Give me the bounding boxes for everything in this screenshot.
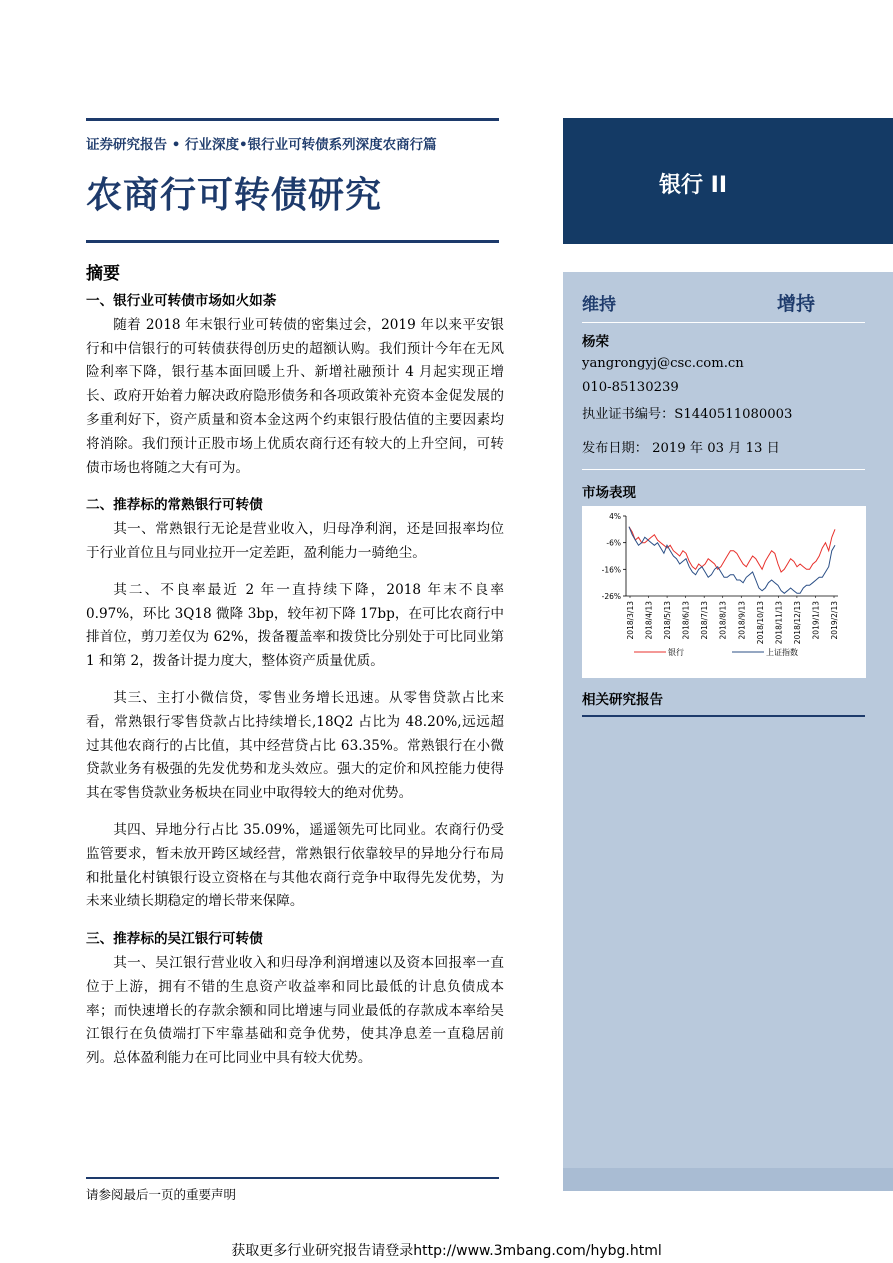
x-tick-label: 2018/3/13	[626, 601, 635, 640]
paragraph: 其二、不良率最近 2 年一直持续下降，2018 年末不良率 0.97%，环比 3Q18 微降 3bp，较年初下降 17bp，在可比农商行中排首位，剪刀差仅为 62%，拨备覆盖率和拨贷比分别处于可比同业第 1 和第 2，拨备计提力度大，整体资产质量优质。	[86, 581, 504, 670]
x-tick-label: 2018/6/13	[681, 601, 691, 640]
legend-label: 上证指数	[766, 648, 798, 657]
analyst-name: 杨荣	[582, 334, 609, 350]
related-reports-rule	[582, 715, 865, 717]
publish-date: 发布日期： 2019 年 03 月 13 日	[582, 441, 780, 456]
paragraph: 其一、吴江银行营业收入和归母净利润增速以及资本回报率一直位于上游，拥有不错的生息资产收益率和同比最低的计息负债成本率；而快速增长的存款余额和同比增速与同业最低的存款成本率给吴江银行在负债端打下牢靠基础和竞争优势，使其净息差一直稳居前列。总体盈利能力在可比同业中具有较大优势。	[86, 954, 504, 1067]
market-chart-svg	[582, 506, 866, 678]
series-line-index	[629, 527, 835, 594]
x-tick-label: 2018/5/13	[663, 601, 673, 640]
analyst-phone: 010-85130239	[582, 380, 679, 395]
x-tick-label: 2018/12/13	[792, 601, 802, 645]
paragraph: 其四、异地分行占比 35.09%，遥遥领先可比同业。农商行仍受监管要求，暂未放开跨区域经营，常熟银行依靠较早的异地分行布局和批量化村镇银行设立资格在与其他农商行竞争中取得先发优势，为未来业绩长期稳定的增长带来保障。	[86, 821, 504, 910]
license-number: 执业证书编号：S1440511080003	[582, 407, 793, 422]
market-chart	[582, 506, 866, 678]
abstract-heading: 摘要	[86, 264, 120, 284]
related-reports-heading: 相关研究报告	[582, 692, 663, 708]
paragraph: 随着 2018 年末银行业可转债的密集过会，2019 年以来平安银行和中信银行的可转债获得创历史的超额认购。我们预计今年在无风险利率下降，银行基本面回暖上升、新增社融预计 4 月起实现正增长、政府开始着力解决政府隐形债务和各项政策补充资本金促发展的多重利好下，资产质量和资本金这两个约束银行股估值的主要因素均将消除。我们预计正股市场上优质农商行还有较大的上升空间，可转债市场也将随之大有可为。	[86, 316, 504, 476]
paragraph: 其一、常熟银行无论是营业收入，归母净利润，还是回报率均位于行业首位且与同业拉开一定差距，盈利能力一骑绝尘。	[86, 521, 504, 561]
industry-label: 银行 II	[658, 173, 728, 198]
sidebar-panel-footer	[563, 1168, 893, 1191]
rating-action: 维持	[582, 295, 616, 315]
x-tick-label: 2018/4/13	[644, 601, 654, 640]
sidebar-divider	[582, 322, 865, 323]
y-tick-label: -6%	[606, 538, 621, 548]
x-tick-label: 2018/11/13	[774, 601, 784, 645]
y-tick-label: -26%	[601, 592, 621, 601]
section-title: 一、银行业可转债市场如火如荼	[86, 293, 277, 309]
x-tick-label: 2019/2/13	[830, 601, 839, 640]
series-line-bank	[629, 527, 835, 572]
section-title: 三、推荐标的吴江银行可转债	[86, 931, 263, 948]
x-tick-label: 2019/1/13	[811, 601, 821, 640]
rating-value: 增持	[777, 293, 816, 315]
x-tick-label: 2018/8/13	[718, 601, 728, 640]
x-tick-label: 2018/7/13	[700, 601, 710, 640]
paragraph: 其三、主打小微信贷，零售业务增长迅速。从零售贷款占比来看，常熟银行零售贷款占比持续增长,18Q2 占比为 48.20%,远远超过其他农商行的占比值，其中经营贷占比 63.35%。常熟银行在小微贷款业务有极强的先发优势和龙头效应。强大的定价和风控能力使得其在零售贷款业务板块在同业中取得较大的绝对优势。	[86, 689, 504, 802]
x-tick-label: 2018/10/13	[755, 601, 765, 645]
page-title: 农商行可转债研究	[86, 175, 383, 216]
y-tick-label: 4%	[609, 512, 621, 521]
x-tick-label: 2018/9/13	[737, 601, 747, 640]
header-top-rule	[86, 118, 499, 121]
section-title: 二、推荐标的常熟银行可转债	[86, 497, 263, 514]
disclaimer-note: 请参阅最后一页的重要声明	[86, 1187, 237, 1202]
report-series-label: 证券研究报告 • 行业深度•银行业可转债系列深度农商行篇	[86, 137, 437, 153]
abstract-body	[86, 290, 504, 1071]
header-bottom-rule	[86, 240, 499, 243]
y-tick-label: -16%	[601, 565, 621, 575]
promo-link[interactable]: 获取更多行业研究报告请登录http://www.3mbang.com/hybg.html	[231, 1243, 662, 1259]
footer-rule	[86, 1177, 499, 1179]
market-performance-heading: 市场表现	[582, 485, 636, 501]
legend-label: 银行	[668, 648, 684, 657]
sidebar-divider	[582, 469, 865, 470]
analyst-email[interactable]: yangrongyj@csc.com.cn	[582, 356, 744, 371]
